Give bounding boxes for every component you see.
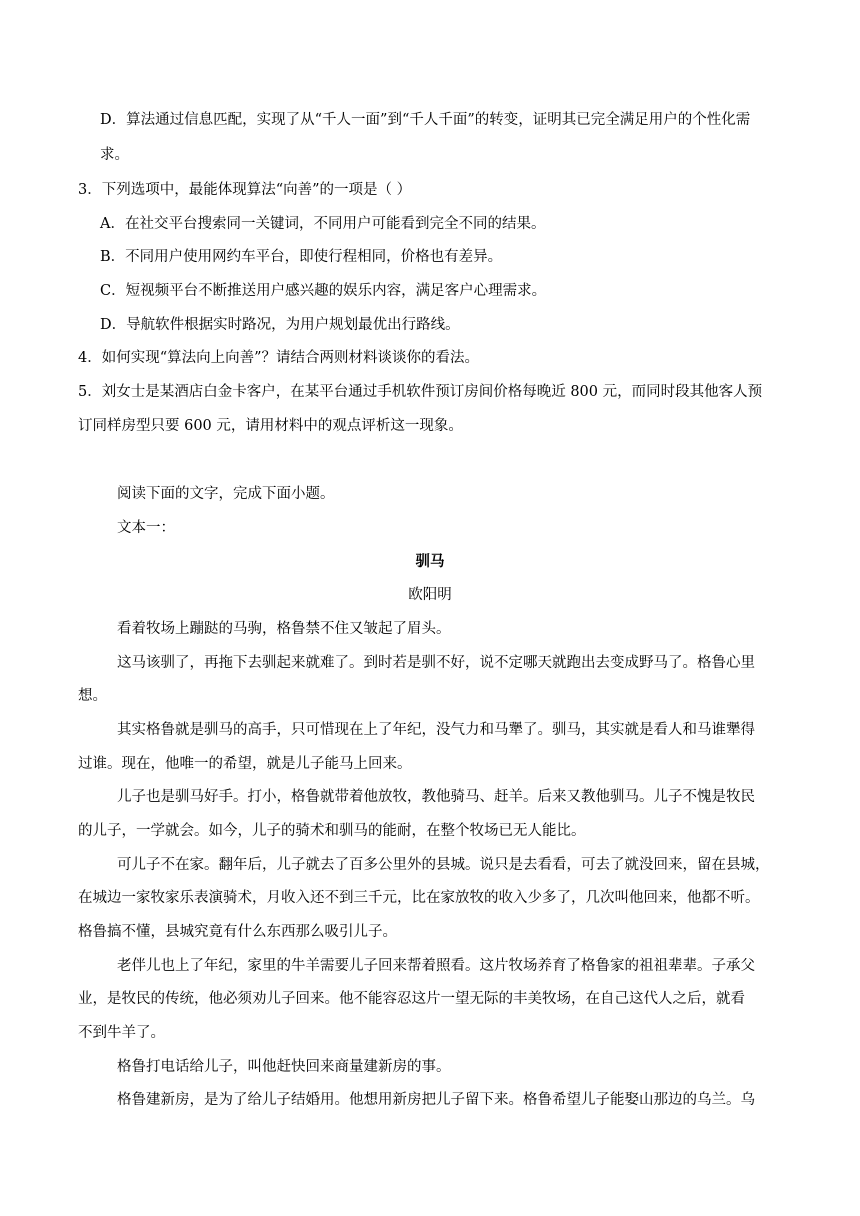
- q3-option-a: A．在社交平台搜索同一关键词，不同用户可能看到完全不同的结果。: [100, 216, 546, 232]
- body-line: 格鲁打电话给儿子，叫他赶快回来商量建新房的事。: [117, 1059, 451, 1075]
- body-line: 业，是牧民的传统，他必须劝儿子回来。他不能容忍这片一望无际的丰美牧场，在自己这代人之后，就看: [78, 991, 745, 1007]
- body-line: 其实格鲁就是驯马的高手，只可惜现在上了年纪，没气力和马犟了。驯马，其实就是看人和马谁犟得: [117, 722, 755, 738]
- text-label: 文本一：: [117, 520, 175, 536]
- body-line: 儿子也是驯马好手。打小，格鲁就带着他放牧，教他骑马、赶羊。后来又教他驯马。儿子不愧是牧民: [117, 789, 755, 805]
- q3-option-d: D．导航软件根据实时路况，为用户规划最优出行路线。: [100, 317, 460, 333]
- q3-option-b: B．不同用户使用网约车平台，即使行程相同，价格也有差异。: [100, 249, 503, 265]
- body-line: 在城边一家牧家乐表演骑术，月收入还不到三千元，比在家放牧的收入少多了，几次叫他回来，他都不听。: [78, 890, 760, 906]
- article-author: 欧阳明: [408, 587, 452, 603]
- body-line: 过谁。现在，他唯一的希望，就是儿子能马上回来。: [78, 756, 412, 772]
- q4-stem: 4．如何实现“算法向上向善”？请结合两则材料谈谈你的看法。: [78, 350, 480, 366]
- body-line: 看着牧场上蹦跶的马驹，格鲁禁不住又皱起了眉头。: [117, 621, 451, 637]
- body-line: 格鲁建新房，是为了给儿子结婚用。他想用新房把儿子留下来。格鲁希望儿子能娶山那边的乌兰。乌: [117, 1092, 755, 1108]
- q2-option-d-line2: 求。: [100, 147, 129, 163]
- body-line: 的儿子，一学就会。如今，儿子的骑术和驯马的能耐，在整个牧场已无人能比。: [78, 823, 586, 839]
- reading-instruction: 阅读下面的文字，完成下面小题。: [117, 486, 335, 502]
- body-line: 不到牛羊了。: [78, 1025, 165, 1041]
- body-line: 这马该驯了，再拖下去驯起来就难了。到时若是驯不好，说不定哪天就跑出去变成野马了。格鲁心里: [117, 655, 755, 671]
- body-line: 可儿子不在家。翻年后，儿子就去了百多公里外的县城。说只是去看看，可去了就没回来，留在县城，: [117, 857, 770, 873]
- q3-stem: 3．下列选项中，最能体现算法“向善”的一项是（ ）: [78, 182, 412, 198]
- body-line: 想。: [78, 688, 107, 704]
- article-title: 驯马: [415, 553, 445, 570]
- q5-line2: 订同样房型只要 600 元，请用材料中的观点评析这一现象。: [78, 418, 463, 434]
- body-line: 老伴儿也上了年纪，家里的牛羊需要儿子回来帮着照看。这片牧场养育了格鲁家的祖祖辈辈。子承父: [117, 958, 755, 974]
- q5-line1: 5．刘女士是某酒店白金卡客户，在某平台通过手机软件预订房间价格每晚近 800 元，而同时段其他客人预: [78, 384, 763, 400]
- q3-option-c: C．短视频平台不断推送用户感兴趣的娱乐内容，满足客户心理需求。: [100, 283, 547, 299]
- q2-option-d-line1: D．算法通过信息匹配，实现了从“千人一面”到“千人千面”的转变，证明其已完全满足用户的个性化需: [100, 112, 751, 128]
- body-line: 格鲁搞不懂，县城究竟有什么东西那么吸引儿子。: [78, 924, 397, 940]
